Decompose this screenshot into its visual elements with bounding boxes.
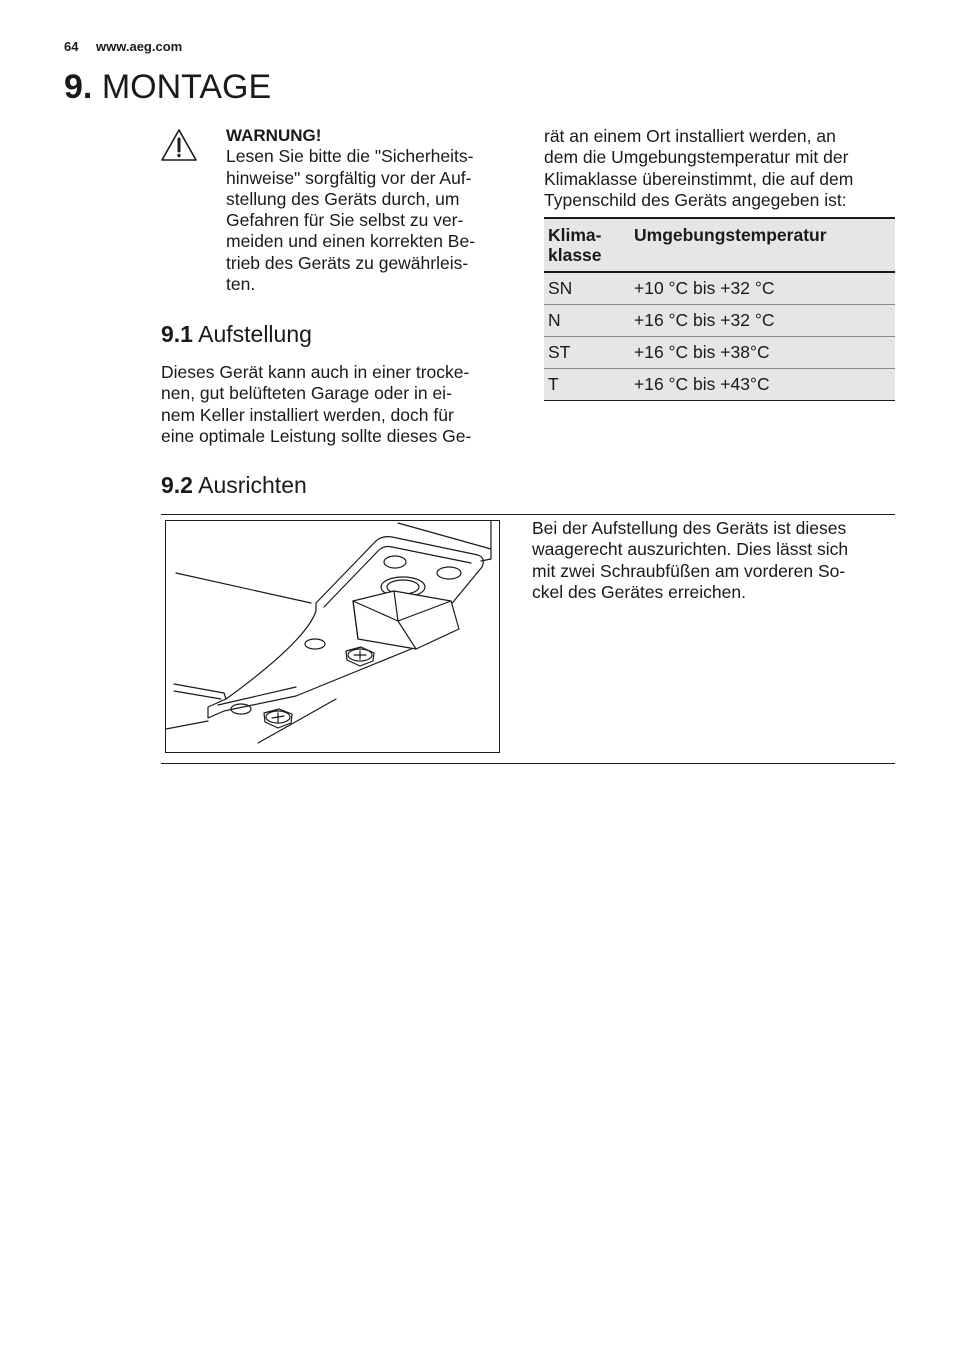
page-number: 64 [64, 39, 79, 54]
section-heading-ausrichten [161, 471, 307, 499]
section-number: 9.2 [161, 472, 193, 498]
table-cell-class: T [544, 369, 630, 401]
table-cell-temperature: +16 °C bis +32 °C [630, 305, 895, 337]
table-row [544, 305, 895, 337]
table-cell-class: N [544, 305, 630, 337]
table-row [544, 272, 895, 305]
table-cell-temperature: +10 °C bis +32 °C [630, 272, 895, 305]
paragraph-line: nen, gut belüfteten Garage oder in ei- [161, 383, 452, 404]
paragraph-line: Klimaklasse übereinstimmt, die auf dem [544, 168, 854, 189]
section-paragraph-continued [544, 126, 896, 211]
climate-class-table [544, 217, 895, 401]
paragraph-line: Bei der Aufstellung des Geräts ist dieses [532, 518, 847, 538]
warning-line: ten. [226, 274, 256, 295]
table-cell-temperature: +16 °C bis +38°C [630, 337, 895, 369]
paragraph-line: rät an einem Ort installiert werden, an [544, 126, 836, 146]
paragraph-line: dem die Umgebungstemperatur mit der [544, 147, 849, 168]
leveling-foot-illustration [165, 520, 500, 753]
section-paragraph [532, 518, 896, 603]
section-paragraph [161, 362, 511, 447]
paragraph-line: ckel des Gerätes erreichen. [532, 581, 746, 602]
table-cell-class: ST [544, 337, 630, 369]
warning-line: stellung des Geräts durch, um [226, 188, 460, 209]
warning-block [226, 125, 516, 295]
section-heading-aufstellung [161, 320, 312, 348]
header-line: klasse [548, 245, 602, 265]
table-cell-class: SN [544, 272, 630, 305]
paragraph-line: nem Keller installiert werden, doch für [161, 404, 454, 425]
section-title: Ausrichten [198, 472, 307, 498]
table-header-row [544, 218, 895, 272]
warning-line: Lesen Sie bitte die "Sicherheits- [226, 146, 474, 167]
paragraph-line: Typenschild des Geräts angegeben ist: [544, 189, 847, 210]
chapter-number: 9. [64, 68, 93, 106]
section-title: Aufstellung [198, 321, 312, 347]
warning-line: hinweise" sorgfältig vor der Auf- [226, 167, 472, 188]
header-line: Klima- [548, 225, 602, 245]
warning-line: meiden und einen korrekten Be- [226, 231, 476, 252]
table-header-temperatur [630, 218, 895, 272]
divider [161, 514, 895, 515]
warning-title: WARNUNG! [226, 126, 322, 145]
chapter-title [64, 66, 271, 108]
header-line: Umgebungstemperatur [634, 225, 827, 245]
paragraph-line: Dieses Gerät kann auch in einer trocke- [161, 362, 470, 382]
table-header-klimaklasse [544, 218, 630, 272]
warning-line: Gefahren für Sie selbst zu ver- [226, 210, 464, 231]
table-cell-temperature: +16 °C bis +43°C [630, 369, 895, 401]
paragraph-line: eine optimale Leistung sollte dieses Ge- [161, 425, 472, 446]
table-row [544, 369, 895, 401]
website-link[interactable]: www.aeg.com [96, 39, 183, 54]
warning-triangle-icon [160, 128, 198, 162]
paragraph-line: mit zwei Schraubfüßen am vorderen So- [532, 560, 846, 581]
divider [161, 763, 895, 764]
warning-line: trieb des Geräts zu gewährleis- [226, 252, 469, 273]
table-row [544, 337, 895, 369]
chapter-title-text: MONTAGE [101, 68, 272, 106]
paragraph-line: waagerecht auszurichten. Dies lässt sich [532, 539, 849, 560]
section-number: 9.1 [161, 321, 193, 347]
screw-foot-drawing [166, 521, 500, 753]
